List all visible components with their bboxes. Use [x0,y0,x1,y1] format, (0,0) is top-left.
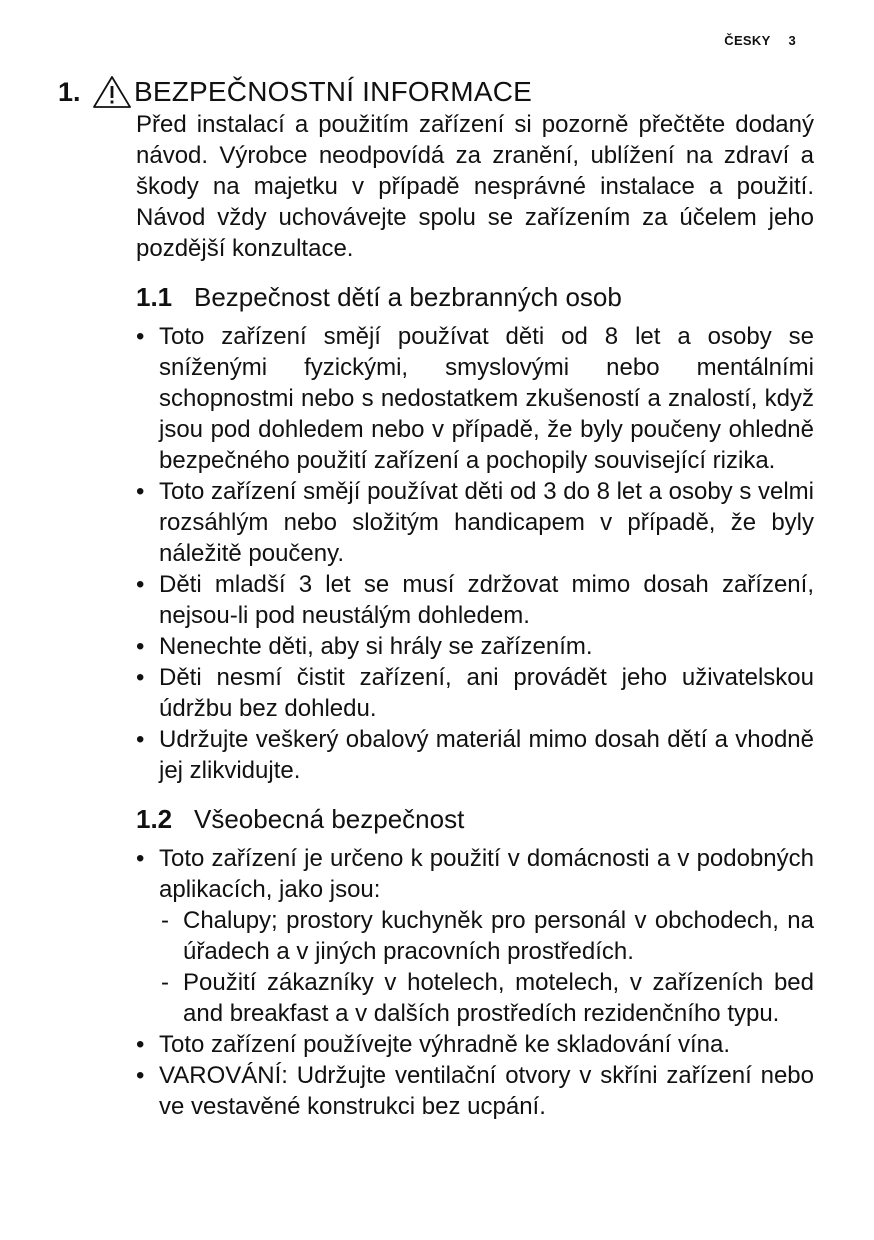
sub-list-item: - Použití zákazníky v hotelech, motelech, v zařízeních bed and breakfast a v dalších prostředích rezidenčního typu. [159,967,814,1029]
list-item: • Děti nesmí čistit zařízení, ani provádět jeho uživatelskou údržbu bez dohledu. [136,662,814,724]
list-item: • Děti mladší 3 let se musí zdržovat mimo dosah zařízení, nejsou-li pod neustálým dohledem. [136,569,814,631]
section-1-2-list [136,843,814,1122]
intro-paragraph: Před instalací a použitím zařízení si pozorně přečtěte dodaný návod. Výrobce neodpovídá za zranění, ublížení na zdraví a škody na majetku v případě nesprávné instalace a použití. Návod vždy uchovávejte spolu se zařízením za účelem jeho pozdější konzultace. [136,111,814,262]
list-item: • Toto zařízení smějí používat děti od 8 let a osoby se sníženými fyzickými, smyslovými nebo mentálními schopnostmi nebo s nedostatkem zkušeností a znalostí, když jsou pod dohledem nebo v případě, že byly poučeny ohledně bezpečného použití zařízení a pochopily související rizika. [136,321,814,476]
section-1-1-list [136,321,814,786]
section-title: Všeobecná bezpečnost [194,804,465,834]
list-item [136,843,814,1029]
language-label: ČESKY [724,33,771,48]
list-item: • Toto zařízení smějí používat děti od 3 do 8 let a osoby s velmi rozsáhlým nebo složitým handicapem v případě, že byly náležitě poučeny. [136,476,814,569]
list-item: • VAROVÁNÍ: Udržujte ventilační otvory v skříni zařízení nebo ve vestavěné konstrukci bez ucpání. [136,1060,814,1122]
warning-triangle-icon [92,75,132,109]
sub-list-item: - Chalupy; prostory kuchyněk pro personál v obchodech, na úřadech a v jiných pracovních prostředích. [159,905,814,967]
list-item: • Toto zařízení používejte výhradně ke skladování vína. [136,1029,814,1060]
chapter-number: 1. [58,76,81,107]
section-number: 1.1 [136,282,173,312]
list-item: • Udržujte veškerý obalový materiál mimo dosah dětí a vhodně jej zlikvidujte. [136,724,814,786]
section-heading-1-2 [136,801,814,837]
page-header [724,33,796,48]
chapter-heading [58,72,532,112]
sub-list [159,905,814,1029]
page-number: 3 [788,33,796,48]
chapter-title: BEZPEČNOSTNÍ INFORMACE [134,76,532,107]
list-item: • Nenechte děti, aby si hrály se zařízením. [136,631,814,662]
section-heading-1-1 [136,279,814,315]
section-title: Bezpečnost dětí a bezbranných osob [194,282,622,312]
section-number: 1.2 [136,804,173,834]
document-body [136,109,814,1122]
list-item-text: • Toto zařízení je určeno k použití v domácnosti a v podobných aplikacích, jako jsou: [159,845,814,903]
